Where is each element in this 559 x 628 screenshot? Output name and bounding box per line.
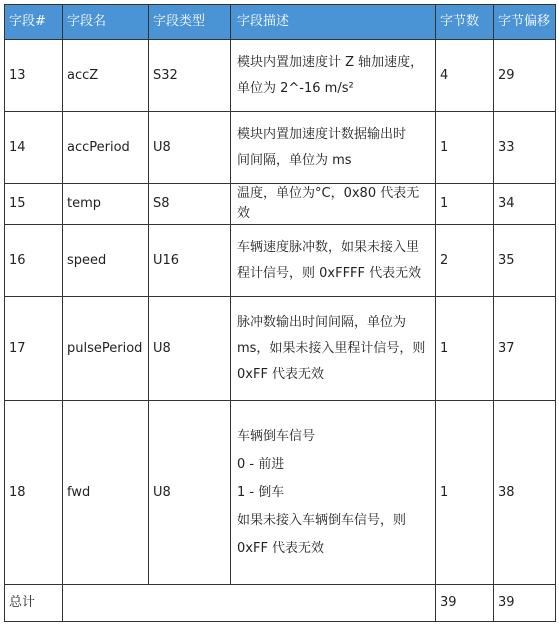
cell-field-description [231,401,436,585]
cell-field-description [231,112,436,184]
cell-field-description [231,184,436,225]
description-line: 温度，单位为°C，0x80 代表无效 [237,186,420,221]
table-row [5,297,556,401]
description-line: 如果未接入车辆倒车信号，则 [237,512,407,528]
cell-field-description [231,40,436,112]
field-spec-table [4,4,556,622]
cell-field-description [231,225,436,297]
cell-field-name: accPeriod [63,112,149,184]
cell-byte-count: 1 [436,112,494,184]
description-line: 0 - 前进 [237,456,285,472]
cell-field-number: 16 [5,225,63,297]
table-row [5,225,556,297]
table-row [5,40,556,112]
description-line: 1 - 倒车 [237,484,285,500]
total-row [5,585,556,622]
description-line: ms，如果未接入里程计信号，则 [237,340,426,356]
cell-byte-count: 4 [436,40,494,112]
cell-byte-count: 1 [436,297,494,401]
description-line: 单位为 2^-16 m/s² [237,80,354,96]
cell-field-name: fwd [63,401,149,585]
header-row [5,5,556,40]
cell-field-type: U16 [149,225,231,297]
cell-byte-count: 1 [436,184,494,225]
description-line: 车辆速度脉冲数，如果未接入里 [237,239,420,255]
table-body [5,40,556,622]
cell-byte-count: 2 [436,225,494,297]
cell-byte-offset: 33 [494,112,556,184]
header-field-name: 字段名 [63,5,149,40]
cell-field-type: U8 [149,401,231,585]
cell-field-type: U8 [149,297,231,401]
cell-field-number: 13 [5,40,63,112]
cell-field-type: U8 [149,112,231,184]
description-line: 脉冲数输出时间间隔，单位为 [237,314,407,330]
cell-field-number: 17 [5,297,63,401]
cell-byte-count: 1 [436,401,494,585]
table-row [5,112,556,184]
cell-byte-offset: 29 [494,40,556,112]
cell-field-number: 18 [5,401,63,585]
cell-byte-offset: 38 [494,401,556,585]
description-line: 间间隔，单位为 ms [237,152,352,168]
cell-byte-offset: 35 [494,225,556,297]
cell-byte-offset: 37 [494,297,556,401]
total-empty-cell [63,585,436,622]
total-byte-count: 39 [436,585,494,622]
cell-field-description [231,297,436,401]
description-line: 模块内置加速度计数据输出时 [237,126,407,142]
header-byte-offset: 字节偏移 [494,5,556,40]
table-row [5,401,556,585]
cell-field-name: accZ [63,40,149,112]
description-line: 模块内置加速度计 Z 轴加速度， [237,54,424,70]
cell-field-number: 14 [5,112,63,184]
cell-byte-offset: 34 [494,184,556,225]
cell-field-number: 15 [5,184,63,225]
header-byte-count: 字节数 [436,5,494,40]
header-field-description: 字段描述 [231,5,436,40]
cell-field-type: S32 [149,40,231,112]
total-label: 总计 [5,585,63,622]
cell-field-name: temp [63,184,149,225]
cell-field-name: pulsePeriod [63,297,149,401]
header-field-number: 字段# [5,5,63,40]
cell-field-type: S8 [149,184,231,225]
description-line: 0xFF 代表无效 [237,540,325,556]
description-line: 程计信号，则 0xFFFF 代表无效 [237,265,422,281]
table-row [5,184,556,225]
total-byte-offset: 39 [494,585,556,622]
description-line: 车辆倒车信号 [237,428,316,444]
cell-field-name: speed [63,225,149,297]
description-line: 0xFF 代表无效 [237,366,325,382]
header-field-type: 字段类型 [149,5,231,40]
